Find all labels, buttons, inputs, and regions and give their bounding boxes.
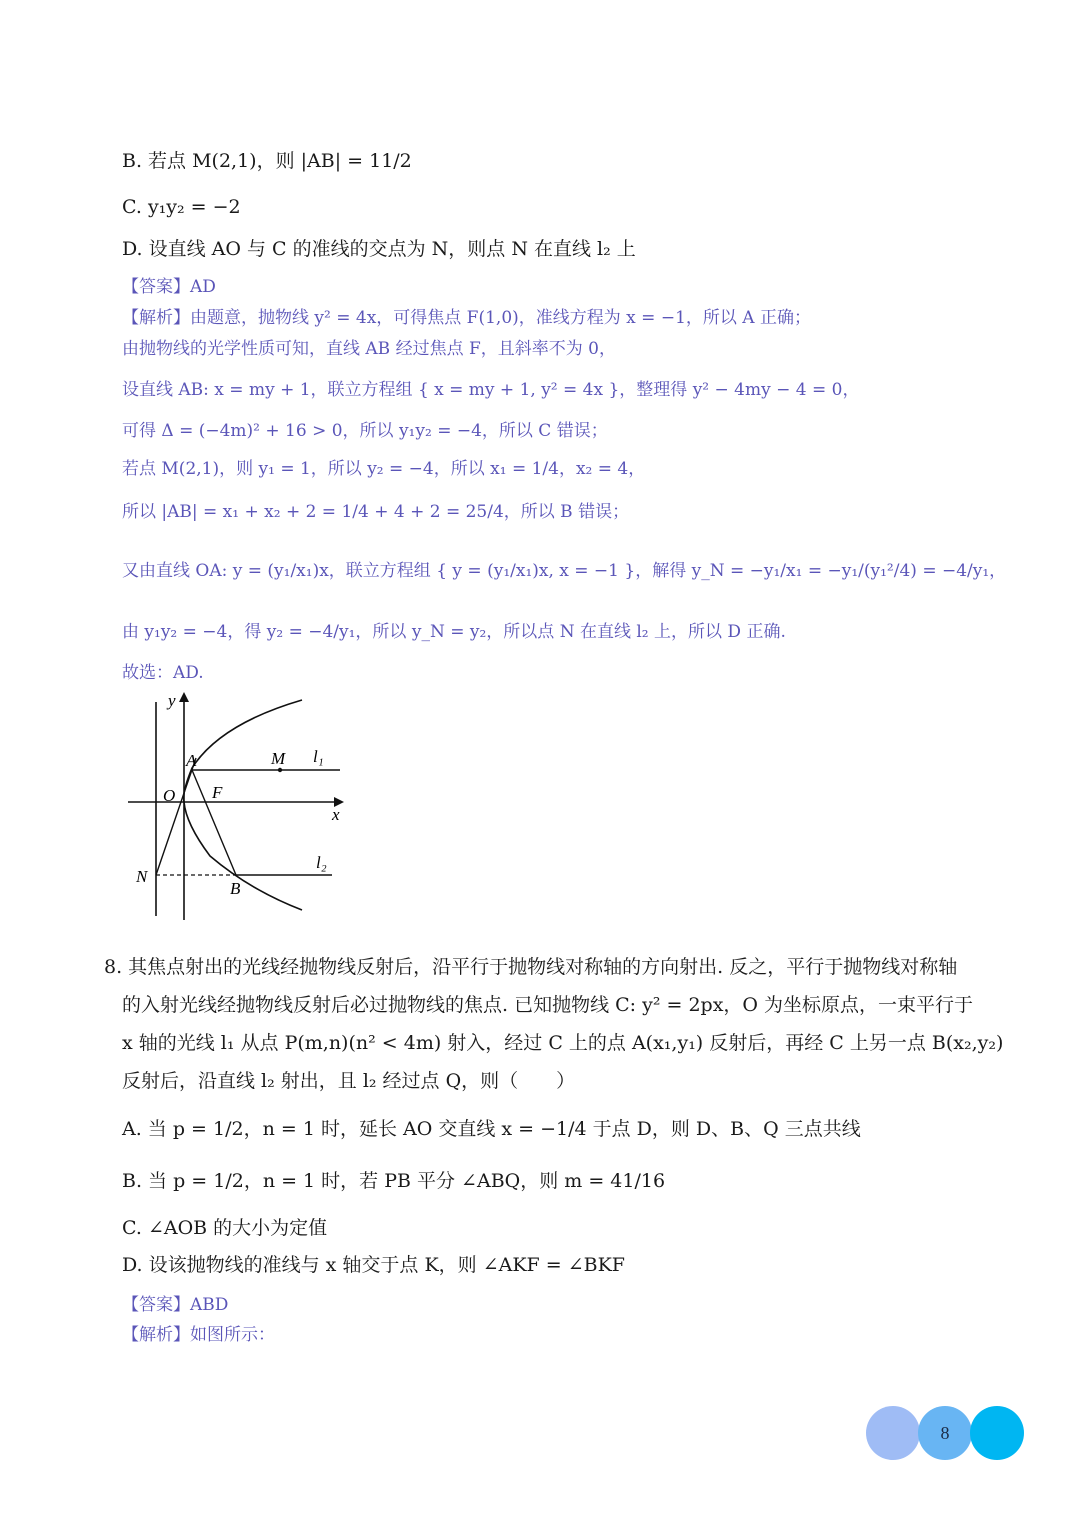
y-axis-arrow (179, 692, 189, 702)
analysis-line-8: 由 y₁y₂ = −4，得 y₂ = −4/y₁，所以 y_N = y₂，所以点 N 在直线 l₂ 上，所以 D 正确. (122, 622, 786, 642)
label-l2: l₂ (316, 853, 327, 872)
problem8-stem-4: 反射后，沿直线 l₂ 射出，且 l₂ 经过点 Q，则（ ） (122, 1070, 576, 1092)
label-a: A (186, 751, 197, 770)
problem8-option-c: C. ∠AOB 的大小为定值 (122, 1217, 328, 1239)
problem8-analysis: 【解析】如图所示： (122, 1325, 275, 1345)
parabola-curve (184, 700, 302, 910)
point-m (278, 768, 282, 772)
line-noa (156, 758, 196, 875)
badge-circle-left (866, 1406, 920, 1460)
label-f: F (212, 783, 223, 802)
problem8-stem-2: 的入射光线经抛物线反射后必过抛物线的焦点. 已知抛物线 C: y² = 2px，O 为坐标原点，一束平行于 (122, 994, 974, 1016)
analysis-line-1: 【解析】由题意，抛物线 y² = 4x，可得焦点 F(1,0)，准线方程为 x = −1，所以 A 正确； (122, 308, 811, 328)
label-n: N (136, 867, 148, 886)
page-number: 8 (918, 1406, 972, 1460)
problem8-answer: 【答案】ABD (122, 1295, 229, 1315)
option-b-prev: B. 若点 M(2,1)，则 |AB| = 11/2 (122, 150, 412, 172)
problem8-stem-1: 8. 其焦点射出的光线经抛物线反射后，沿平行于抛物线对称轴的方向射出. 反之，平行于抛物线对称轴 (104, 956, 958, 978)
option-d-prev: D. 设直线 AO 与 C 的准线的交点为 N，则点 N 在直线 l₂ 上 (122, 238, 636, 260)
problem8-option-a: A. 当 p = 1/2，n = 1 时，延长 AO 交直线 x = −1/4 于点 D，则 D、B、Q 三点共线 (122, 1118, 861, 1140)
badge-circle-right (970, 1406, 1024, 1460)
analysis-line-6: 所以 |AB| = x₁ + x₂ + 2 = 1/4 + 4 + 2 = 25/4，所以 B 错误； (122, 502, 630, 522)
problem8-stem-3: x 轴的光线 l₁ 从点 P(m,n)(n² < 4m) 射入，经过 C 上的点 A(x₁,y₁) 反射后，再经 C 上另一点 B(x₂,y₂) (122, 1032, 1004, 1054)
analysis-line-5: 若点 M(2,1)，则 y₁ = 1，所以 y₂ = −4，所以 x₁ = 1/4，x₂ = 4， (122, 459, 646, 479)
option-c-prev: C. y₁y₂ = −2 (122, 196, 241, 218)
label-x: x (332, 805, 340, 824)
page-number-badge (866, 1406, 1026, 1462)
analysis-line-2: 由抛物线的光学性质可知，直线 AB 经过焦点 F，且斜率不为 0， (122, 339, 616, 359)
problem8-option-d: D. 设该抛物线的准线与 x 轴交于点 K，则 ∠AKF = ∠BKF (122, 1254, 625, 1276)
analysis-line-4: 可得 Δ = (−4m)² + 16 > 0，所以 y₁y₂ = −4，所以 C 错误； (122, 421, 608, 441)
label-m: M (271, 749, 286, 768)
problem8-option-b: B. 当 p = 1/2，n = 1 时，若 PB 平分 ∠ABQ，则 m = 41/16 (122, 1170, 666, 1192)
answer-prev: 【答案】AD (122, 277, 216, 297)
label-y: y (168, 691, 176, 710)
analysis-conclusion: 故选：AD. (122, 663, 204, 683)
label-l1: l₁ (313, 747, 324, 766)
analysis-line-3: 设直线 AB: x = my + 1，联立方程组 { x = my + 1, y² = 4x }，整理得 y² − 4my − 4 = 0， (122, 380, 860, 400)
analysis-line-7: 又由直线 OA: y = (y₁/x₁)x，联立方程组 { y = (y₁/x₁)x, x = −1 }，解得 y_N = −y₁/x₁ = −y₁/(y₁²/4) = −4/y₁， (122, 561, 1007, 581)
label-b: B (230, 879, 241, 898)
parabola-figure (120, 688, 360, 923)
label-o: O (163, 786, 176, 805)
